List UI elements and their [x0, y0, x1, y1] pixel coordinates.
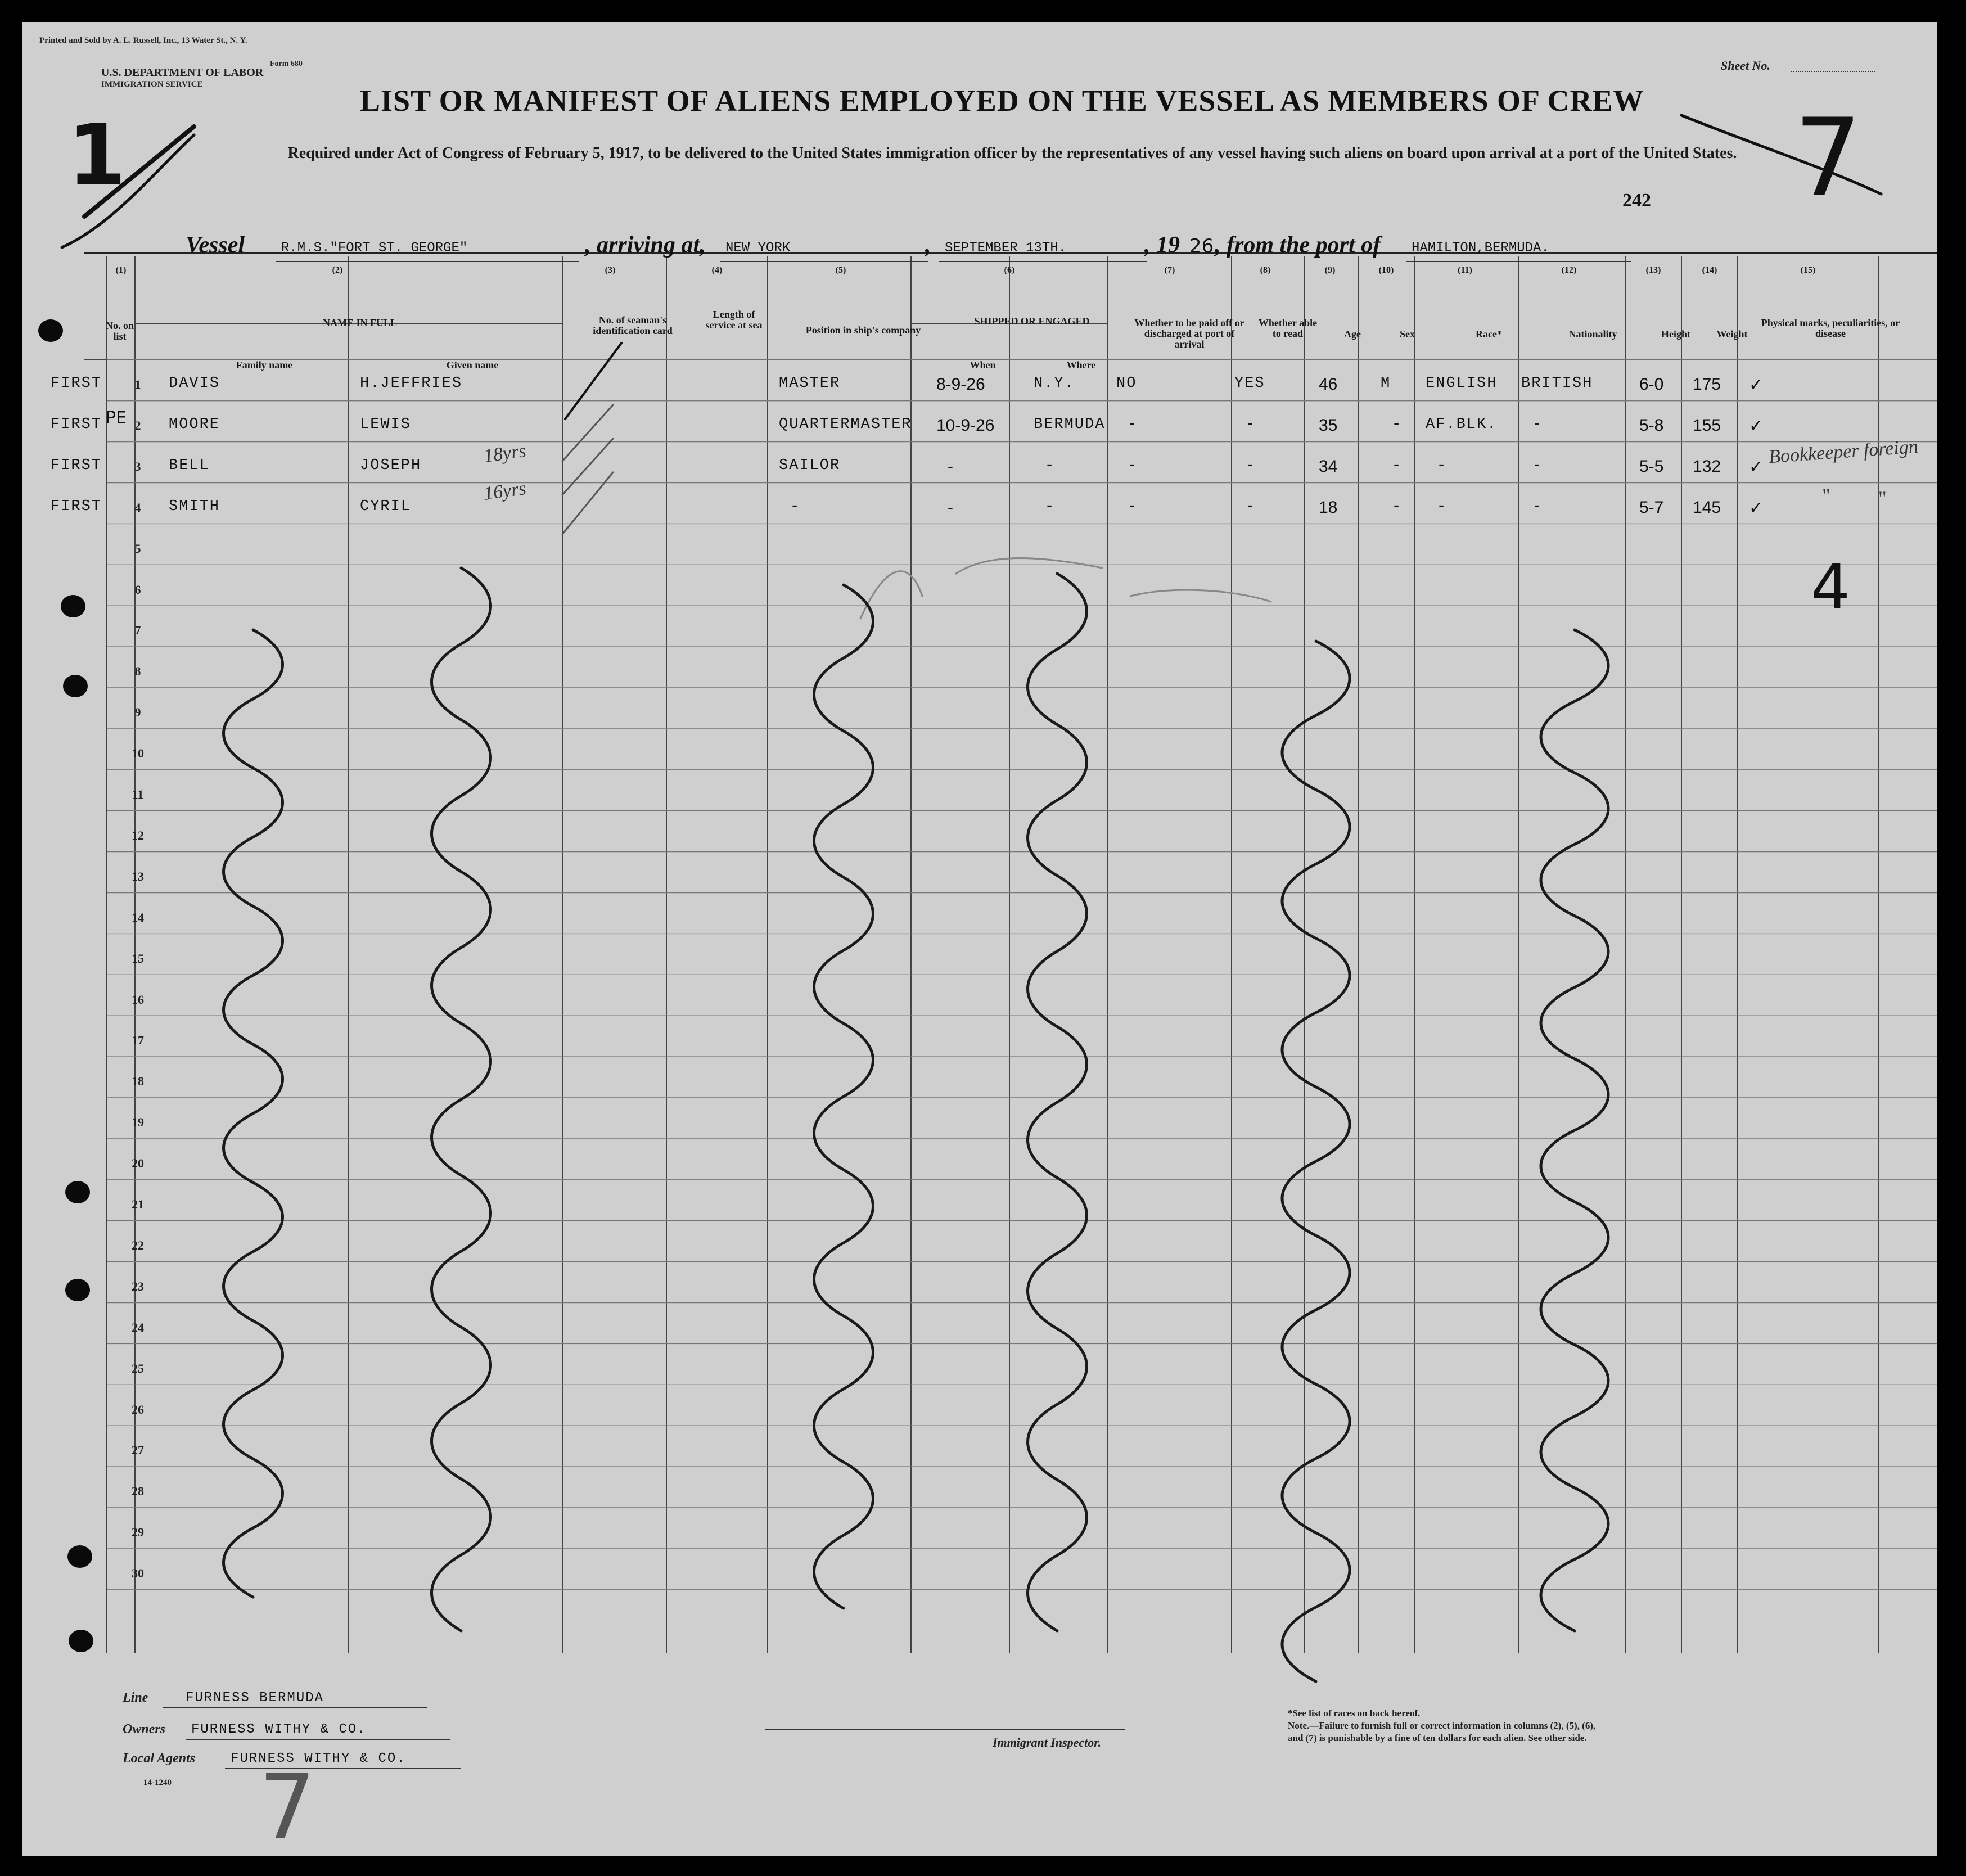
from-port: HAMILTON,BERMUDA. — [1412, 241, 1549, 256]
punch-hole — [63, 675, 88, 697]
date-comma: , — [925, 232, 931, 258]
when-cell: - — [948, 457, 953, 476]
where-cell: N.Y. — [1034, 375, 1075, 392]
weight-cell: 145 — [1693, 498, 1721, 517]
line-value: FURNESS BERMUDA — [186, 1690, 324, 1706]
vessel-name: R.M.S."FORT ST. GEORGE" — [281, 241, 468, 256]
height-cell: 6-0 — [1639, 375, 1664, 394]
handwritten-footer-7: 7 — [259, 1755, 316, 1856]
row-number: 27 — [132, 1443, 144, 1458]
row-number: 26 — [132, 1402, 144, 1417]
inspector-signature-line — [765, 1729, 1125, 1730]
cancel-squiggle — [224, 630, 283, 1597]
owners-label: Owners — [123, 1722, 166, 1737]
punch-hole — [69, 1630, 93, 1652]
column-number: (6) — [1004, 265, 1015, 275]
when-cell: 8-9-26 — [936, 375, 985, 394]
position-cell: MASTER — [779, 375, 841, 392]
column-number: (3) — [605, 265, 616, 275]
row-number: 20 — [132, 1156, 144, 1171]
row-number: 12 — [132, 828, 144, 842]
cancel-squiggle — [432, 568, 491, 1631]
sex-cell: - — [1392, 457, 1403, 474]
column-number: (12) — [1561, 265, 1577, 275]
header-name-in-full: NAME IN FULL — [322, 317, 397, 328]
arriving-label: , arriving at, — [585, 232, 706, 258]
given-name-cell: LEWIS — [360, 416, 412, 433]
weight-cell: 155 — [1693, 416, 1721, 435]
sex-cell: - — [1392, 498, 1403, 515]
weight-cell: 175 — [1693, 375, 1721, 394]
header-height: Height — [1661, 328, 1690, 340]
header-where: Where — [1066, 359, 1096, 371]
given-name-cell: JOSEPH — [360, 457, 422, 474]
row-number: 28 — [132, 1484, 144, 1499]
header-no-on-list: No. on list — [105, 320, 134, 342]
paid-off-cell: - — [1128, 457, 1138, 474]
row-number: 17 — [132, 1033, 144, 1048]
stamp-number: 242 — [1622, 190, 1651, 211]
header-id-card: No. of seaman's identification card — [593, 314, 673, 336]
able-read-cell: - — [1246, 416, 1256, 433]
row-number: 23 — [132, 1279, 144, 1293]
punch-hole — [61, 595, 85, 617]
height-cell: 5-7 — [1639, 498, 1664, 517]
age-cell: 46 — [1319, 375, 1338, 394]
handwritten-marks-note: Bookkeeper foreign — [1767, 436, 1919, 468]
mark-cell: ✓ — [1749, 376, 1764, 394]
age-cell: 35 — [1319, 416, 1338, 435]
sex-cell: - — [1392, 416, 1403, 433]
cancel-squiggle — [814, 585, 873, 1608]
page-title: LIST OR MANIFEST OF ALIENS EMPLOYED ON THE VESSEL AS MEMBERS OF CREW — [360, 84, 1644, 118]
row-number: 18 — [132, 1074, 144, 1089]
row-number: 5 — [134, 541, 141, 556]
sex-cell: M — [1381, 375, 1391, 392]
family-name-cell: MOORE — [169, 416, 220, 433]
handwritten-age-note-2: 16yrs — [482, 477, 527, 505]
when-cell: 10-9-26 — [936, 416, 995, 435]
sheet-no-field — [1791, 58, 1875, 72]
header-weight: Weight — [1716, 328, 1748, 340]
id-card-check-mark — [562, 472, 613, 534]
vessel-label: Vessel — [186, 232, 245, 258]
row-number: 13 — [132, 869, 144, 883]
where-cell: BERMUDA — [1034, 416, 1106, 433]
column-number: (9) — [1324, 265, 1336, 275]
handwritten-sheet-number: 7 — [1794, 96, 1862, 220]
column-number: (7) — [1164, 265, 1175, 275]
able-read-cell: - — [1246, 498, 1256, 515]
row-number: 29 — [132, 1525, 144, 1540]
service-label: IMMIGRATION SERVICE — [101, 80, 203, 89]
height-cell: 5-8 — [1639, 416, 1664, 435]
row-number: 2 — [134, 418, 141, 432]
row-number: 8 — [134, 664, 141, 679]
position-cell: QUARTERMASTER — [779, 416, 912, 433]
cancel-squiggle — [1282, 641, 1350, 1681]
race-cell: - — [1437, 498, 1448, 515]
race-cell: AF.BLK. — [1426, 416, 1498, 433]
row-number: 19 — [132, 1115, 144, 1130]
position-cell: - — [790, 498, 801, 515]
given-name-cell: CYRIL — [360, 498, 412, 515]
column-number: (13) — [1645, 265, 1661, 275]
when-cell: - — [948, 498, 953, 517]
manifest-sheet — [22, 22, 1937, 1856]
handwritten-ditto-2: " — [1878, 487, 1887, 509]
punch-hole — [67, 1545, 92, 1568]
row-number: 10 — [132, 746, 144, 761]
row-number: 11 — [132, 787, 144, 801]
row-number: 15 — [132, 951, 144, 966]
header-race: Race* — [1476, 328, 1502, 340]
arrival-date: SEPTEMBER 13TH. — [945, 241, 1067, 256]
height-cell: 5-5 — [1639, 457, 1664, 476]
punch-hole — [65, 1279, 90, 1301]
year-prefix: , 19 — [1144, 232, 1180, 258]
row-number: 24 — [132, 1320, 144, 1334]
header-position: Position in ship's company — [805, 324, 921, 336]
from-port-label: , from the port of — [1215, 232, 1381, 258]
column-number: (4) — [711, 265, 723, 275]
given-name-cell: H.JEFFRIES — [360, 375, 463, 392]
page-subtitle: Required under Act of Congress of February 5, 1917, to be delivered to the United States immigration officer by the representatives of any vessel having such aliens on board upon arrival at a port of the United States. — [287, 145, 1737, 162]
id-card-check-mark — [562, 439, 613, 495]
row-number: 9 — [134, 705, 141, 720]
column-number: (1) — [115, 265, 127, 275]
row-class: FIRST — [51, 457, 102, 474]
able-read-cell: - — [1246, 457, 1256, 474]
position-cell: SAILOR — [779, 457, 841, 474]
nationality-cell: BRITISH — [1521, 375, 1593, 392]
row-number: 21 — [132, 1197, 144, 1211]
mark-cell: ✓ — [1749, 498, 1764, 517]
row-number: 4 — [134, 500, 141, 515]
ruled-grid — [22, 22, 1937, 1856]
family-name-cell: DAVIS — [169, 375, 220, 392]
column-number: (15) — [1800, 265, 1816, 275]
row-number: 3 — [134, 459, 141, 473]
nationality-cell: - — [1532, 457, 1543, 474]
column-number: (8) — [1260, 265, 1271, 275]
paid-off-cell: NO — [1116, 375, 1137, 392]
handwritten-pe: PE — [106, 408, 127, 428]
column-number: (14) — [1702, 265, 1717, 275]
row-number: 25 — [132, 1361, 144, 1376]
column-number: (5) — [835, 265, 846, 275]
row-class: FIRST — [51, 375, 102, 392]
form-number: Form 680 — [270, 60, 303, 68]
header-paid-off: Whether to be paid off or discharged at port of arrival — [1134, 317, 1244, 350]
punch-hole — [38, 319, 63, 342]
paid-off-cell: - — [1128, 416, 1138, 433]
nationality-cell: - — [1532, 416, 1543, 433]
family-name-cell: SMITH — [169, 498, 220, 515]
from-underline — [1406, 261, 1631, 262]
row-number: 30 — [132, 1566, 144, 1581]
footer-note: *See list of races on back hereof. Note.—Failure to furnish full or correct information in columns (2), (5), (6), and (7) is punishable by a fine of ten dollars for each alien. See other side. — [1288, 1708, 1596, 1743]
weight-cell: 132 — [1693, 457, 1721, 476]
mark-cell: ✓ — [1749, 416, 1764, 435]
handwritten-total: 4 — [1811, 551, 1850, 623]
id-card-check-mark — [565, 343, 621, 419]
header-given-name: Given name — [446, 359, 499, 371]
row-class: FIRST — [51, 416, 102, 433]
header-age: Age — [1344, 328, 1361, 340]
able-read-cell: YES — [1234, 375, 1265, 392]
agents-label: Local Agents — [123, 1751, 196, 1766]
header-able-read: Whether able to read — [1258, 317, 1318, 339]
line-label: Line — [123, 1690, 148, 1705]
year-value: 26 — [1189, 235, 1214, 258]
where-cell: - — [1045, 498, 1056, 515]
handwritten-age-note-1: 18yrs — [482, 440, 527, 467]
age-cell: 34 — [1319, 457, 1338, 476]
printer-note: Printed and Sold by A. L. Russell, Inc., 13 Water St., N. Y. — [39, 36, 247, 45]
row-number: 7 — [134, 623, 141, 638]
row-number: 1 — [134, 377, 141, 391]
mark-cell: ✓ — [1749, 457, 1764, 476]
row-number: 14 — [132, 910, 144, 925]
header-length-service: Length of service at sea — [705, 309, 763, 331]
punch-hole — [65, 1181, 90, 1203]
row-number: 6 — [134, 582, 141, 597]
header-shipped-engaged: SHIPPED OR ENGAGED — [974, 315, 1090, 327]
handwritten-corner-number: 1 — [67, 107, 127, 205]
agents-value: FURNESS WITHY & CO. — [231, 1751, 406, 1766]
handwritten-ditto-1: " — [1822, 484, 1830, 507]
line-underline — [163, 1707, 427, 1708]
faded-signature — [956, 558, 1102, 574]
where-cell: - — [1045, 457, 1056, 474]
row-class: FIRST — [51, 498, 102, 515]
header-nationality: Nationality — [1568, 328, 1617, 340]
header-physical-marks: Physical marks, peculiarities, or disease — [1761, 317, 1900, 339]
row-number: 22 — [132, 1238, 144, 1252]
column-number: (10) — [1378, 265, 1394, 275]
race-cell: ENGLISH — [1426, 375, 1498, 392]
cancel-squiggle — [1028, 574, 1087, 1631]
owners-value: FURNESS WITHY & CO. — [191, 1722, 367, 1737]
nationality-cell: - — [1532, 498, 1543, 515]
department-label: U.S. DEPARTMENT OF LABOR — [101, 66, 264, 79]
inspector-label: Immigrant Inspector. — [993, 1735, 1102, 1749]
paid-off-cell: - — [1128, 498, 1138, 515]
column-number: (2) — [332, 265, 343, 275]
owners-underline — [186, 1739, 450, 1740]
race-cell: - — [1437, 457, 1448, 474]
date-underline — [939, 261, 1147, 262]
cancel-squiggle — [1541, 630, 1608, 1631]
arriving-underline — [720, 261, 928, 262]
row-number: 16 — [132, 992, 144, 1007]
header-sex: Sex — [1400, 328, 1415, 340]
sheet-no-label: Sheet No. — [1721, 58, 1770, 73]
column-number: (11) — [1458, 265, 1472, 275]
age-cell: 18 — [1319, 498, 1338, 517]
arriving-port: NEW YORK — [725, 241, 791, 256]
header-when: When — [970, 359, 996, 371]
family-name-cell: BELL — [169, 457, 210, 474]
faded-signature — [1130, 590, 1271, 602]
vessel-underline — [276, 261, 579, 262]
form-code: 14-1240 — [143, 1778, 172, 1787]
header-family-name: Family name — [236, 359, 293, 371]
